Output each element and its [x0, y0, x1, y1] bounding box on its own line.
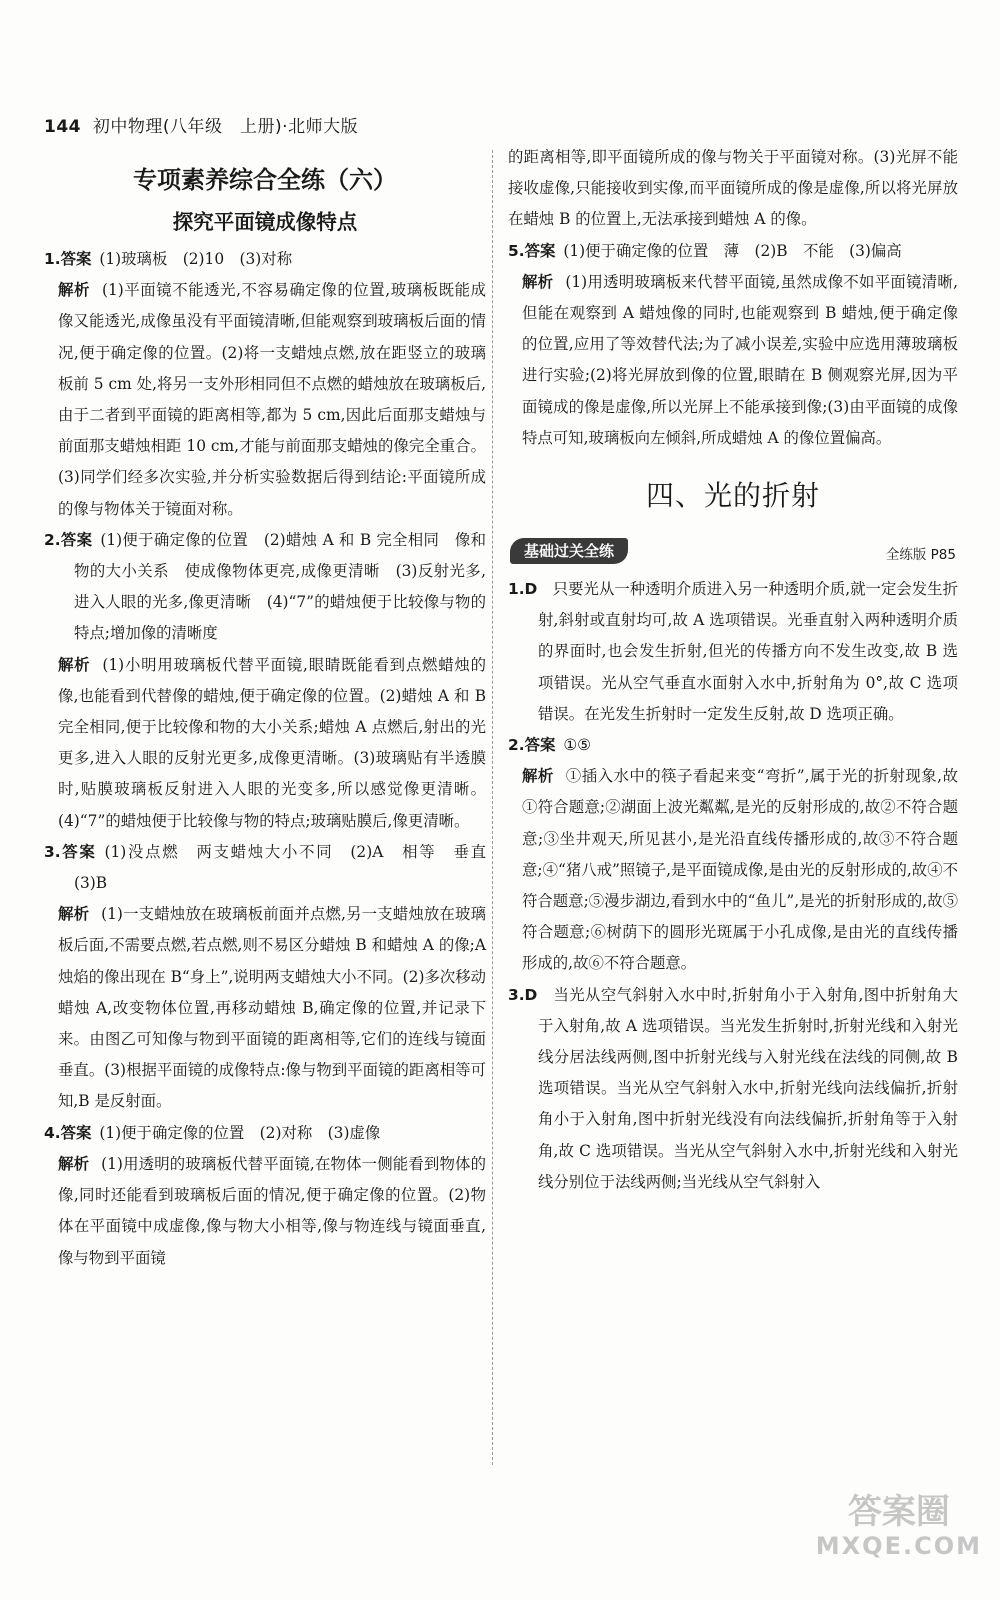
answer-text: (1)玻璃板 (2)10 (3)对称 — [99, 250, 293, 268]
answer-label: 答案 — [524, 736, 556, 755]
explanation-item-r2 — [508, 761, 958, 979]
explanation-text: (1)小明用玻璃板代替平面镜,眼睛既能看到点燃蜡烛的像,也能看到代替像的蜡烛,便于确定像的位置。(2)蜡烛 A 和 B 完全相同,便于比较像和物的大小关系;蜡烛 A 点燃后,射出的光更多,进入人眼的反射光更多,成像更清晰。(3)玻璃贴有半透膜时,贴膜玻璃板反射进入人眼的光变多,所以感觉像更清晰。(4)“7”的蜡烛便于比较像与物的特点;玻璃贴膜后,像更清晰。 — [58, 655, 486, 830]
answer-label: 答案 — [60, 842, 97, 861]
answer-text: (1)便于确定像的位置 (2)对称 (3)虚像 — [99, 1123, 381, 1142]
explanation-label: 解析 — [58, 905, 90, 924]
answer-item-4 — [44, 1118, 486, 1149]
question-number: 4. — [44, 1123, 61, 1142]
answer-item-5 — [508, 236, 958, 267]
question-number: 3. — [44, 842, 61, 861]
practice-band — [508, 536, 958, 568]
watermark-logo — [816, 1492, 982, 1560]
column-divider — [492, 150, 493, 1465]
explanation-label: 解析 — [58, 1154, 90, 1173]
right-column — [508, 142, 958, 1198]
answer-text: (1)便于确定像的位置 (2)蜡烛 A 和 B 完全相同 像和物的大小关系 使成像物体更亮,成像更清晰 (3)反射光多,进入人眼的光多,像更清晰 (4)“7”的蜡烛便于比较像与物的特点;增加像的清晰度 — [74, 530, 486, 643]
explanation-text: (1)用透明的玻璃板代替平面镜,在物体一侧能看到物体的像,同时还能看到玻璃板后面的情况,便于确定像的位置。(2)物体在平面镜中成虚像,像与物大小相等,像与物连线与镜面垂直,像与物到平面镜 — [58, 1154, 486, 1267]
answer-label: 答案 — [60, 250, 92, 268]
explanation-label: 解析 — [522, 767, 554, 786]
explanation-label: 解析 — [522, 272, 554, 291]
question-number: 1.D — [508, 580, 538, 599]
section-heading: 专项素养综合全练（六） — [133, 166, 397, 194]
page-header — [44, 112, 358, 137]
explanation-item-4 — [44, 1149, 486, 1274]
explanation-text: ①插入水中的筷子看起来变“弯折”,属于光的折射现象,故①符合题意;②湖面上波光粼粼,是光的反射形成的,故②不符合题意;③坐井观天,所见甚小,是光沿直线传播形成的,故③不符合题意;④“猪八戒”照镜子,是平面镜成像,是由光的反射形成的,故④不符合题意;⑤漫步湖边,看到水中的“鱼儿”,是光的折射形成的,故⑤符合题意;⑥树荫下的圆形光斑属于小孔成像,是由光的直线传播形成的,故⑥不符合题意。 — [522, 767, 958, 973]
explanation-item-3 — [44, 899, 486, 1117]
watermark-text: 答案圈 — [847, 1492, 950, 1532]
explanation-item-2 — [44, 650, 486, 837]
explanation-continuation: 的距离相等,即平面镜所成的像与物关于平面镜对称。(3)光屏不能接收虚像,只能接收到实像,而平面镜所成的像是虚像,所以将光屏放在蜡烛 B 的位置上,无法承接到蜡烛 A 的像。 — [508, 148, 958, 229]
watermark-url: MXQE.COM — [815, 1532, 982, 1560]
section-subheading: 探究平面镜成像特点 — [172, 210, 358, 234]
practice-badge: 基础过关全练 — [510, 538, 628, 564]
answer-label: 答案 — [524, 241, 556, 260]
question-number: 5. — [508, 241, 525, 260]
explanation-text: (1)一支蜡烛放在玻璃板前面并点燃,另一支蜡烛放在玻璃板后面,不需要点燃,若点燃,则不易区分蜡烛 B 和蜡烛 A 的像;A 烛焰的像出现在 B“身上”,说明两支蜡烛大小不同。(2)多次移动蜡烛 A,改变物体位置,再移动蜡烛 B,确定像的位置,并记录下来。由图乙可知像与物到平面镜的距离相等,它们的连线与镜面垂直。(3)根据平面镜的成像特点:像与物到平面镜的距离相等可知,B 是反射面。 — [58, 905, 487, 1111]
book-title: 初中物理(八年级 上册)·北师大版 — [92, 117, 359, 137]
answer-item-2 — [44, 525, 486, 650]
answer-text: (1)便于确定像的位置 薄 (2)B 不能 (3)偏高 — [563, 241, 902, 260]
explanation-item-1 — [44, 275, 486, 525]
answer-label: 答案 — [60, 1123, 92, 1142]
answer-item-3 — [44, 837, 502, 899]
question-number: 2. — [508, 736, 525, 755]
answer-item-r3 — [508, 980, 958, 1198]
left-column — [44, 162, 502, 1274]
explanation-item-5 — [508, 267, 958, 454]
question-number: 3.D — [508, 985, 538, 1004]
answer-text: 当光从空气斜射入水中时,折射角小于入射角,图中折射角大于入射角,故 A 选项错误。当光发生折射时,折射光线和入射光线分居法线两侧,图中折射光线与入射光线在法线的同侧,故 B 选项错误。当光从空气斜射入水中,折射光线向法线偏折,折射角小于入射角,图中折射光线没有向法线偏折,折射角等于入射角,故 C 选项错误。当光从空气斜射入水中,折射光线和入射光线分别位于法线两侧;当光线从空气斜射入 — [538, 985, 958, 1191]
answer-text: (1)没点燃 两支蜡烛大小不同 (2)A 相等 垂直 (3)B — [74, 842, 502, 893]
page-number: 144 — [44, 117, 81, 137]
page-reference: 全练版 P85 — [885, 547, 956, 564]
question-number: 1. — [44, 250, 61, 268]
answer-label: 答案 — [60, 530, 93, 549]
answer-text: ①⑤ — [563, 736, 591, 755]
chapter-heading: 四、光的折射 — [645, 479, 820, 513]
question-number: 2. — [44, 530, 61, 549]
answer-text: 只要光从一种透明介质进入另一种透明介质,就一定会发生折射,斜射或直射均可,故 A 选项错误。光垂直射入两种透明介质的界面时,也会发生折射,但光的传播方向不发生改变,故 B 选项错误。光从空气垂直水面射入水中,折射角为 0°,故 C 选项错误。在光发生折射时一定发生反射,故 D 选项正确。 — [538, 580, 958, 723]
explanation-text: (1)用透明玻璃板来代替平面镜,虽然成像不如平面镜清晰,但能在观察到 A 蜡烛像的同时,也能观察到 B 蜡烛,便于确定像的位置,应用了等效替代法;为了减小误差,实验中应选用薄玻璃板进行实验;(2)将光屏放到像的位置,眼睛在 B 侧观察光屏,因为平面镜成的像是虚像,所以光屏上不能承接到像;(3)由平面镜的成像特点可知,玻璃板向左倾斜,所成蜡烛 A 的像位置偏高。 — [522, 272, 958, 447]
explanation-label: 解析 — [58, 281, 90, 300]
answer-item-1 — [44, 244, 486, 275]
answer-item-r1 — [508, 574, 958, 730]
answer-item-r2 — [508, 730, 958, 761]
explanation-text: (1)平面镜不能透光,不容易确定像的位置,玻璃板既能成像又能透光,成像虽没有平面镜清晰,但能观察到玻璃板后面的情况,便于确定像的位置。(2)将一支蜡烛点燃,放在距竖立的玻璃板前 5 cm 处,将另一支外形相同但不点燃的蜡烛放在玻璃板后,由于二者到平面镜的距离相等,都为 5 cm,因此后面那支蜡烛与前面那支蜡烛相距 10 cm,才能与前面那支蜡烛的像完全重合。(3)同学们经多次实验,并分析实验数据后得到结论:平面镜所成的像与物体关于镜面对称。 — [58, 281, 486, 518]
explanation-label: 解析 — [58, 655, 91, 674]
